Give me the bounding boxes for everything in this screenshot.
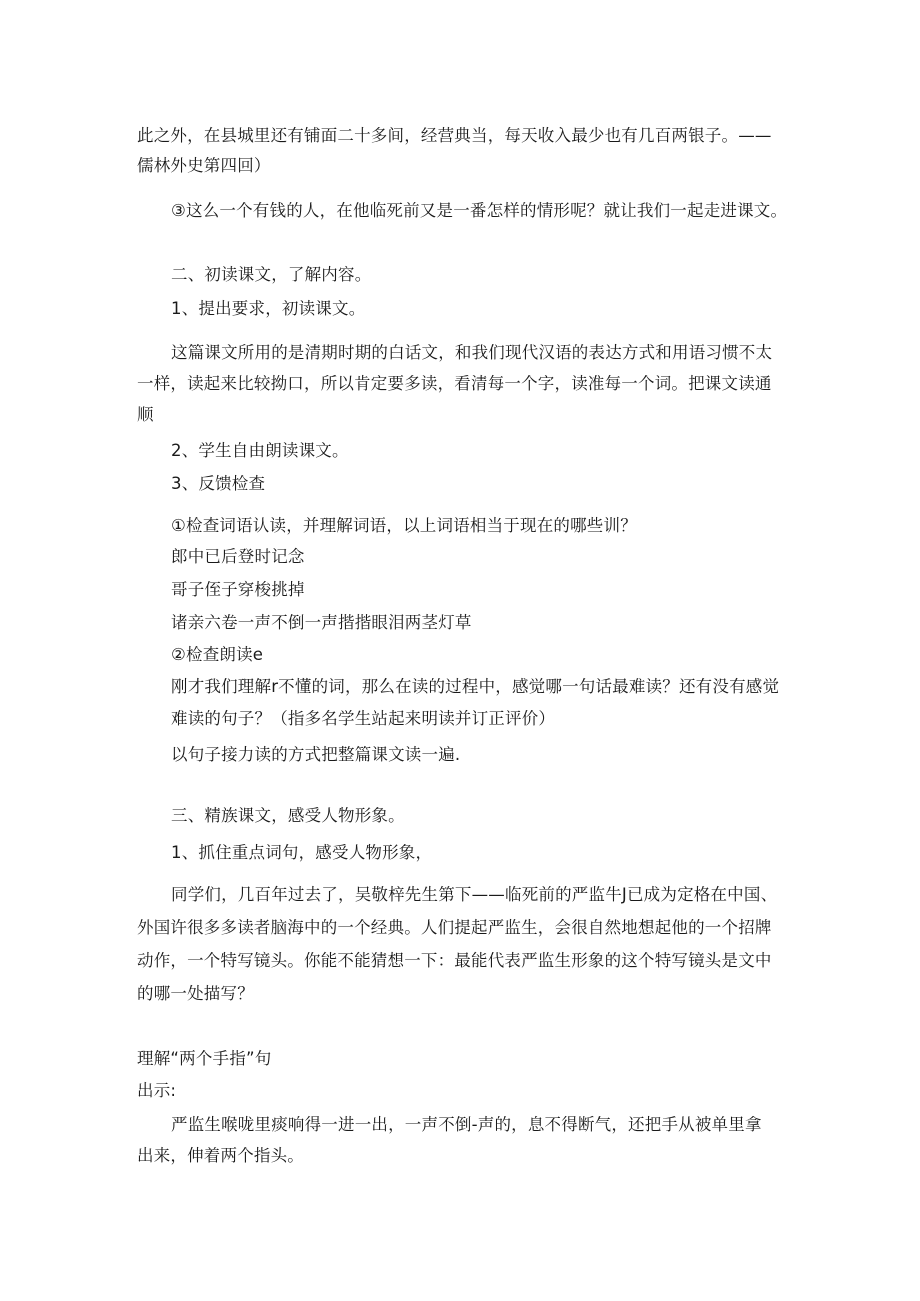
step-heading-2: 2、学生自由朗读课文。 xyxy=(171,441,349,460)
text-line-27: 严监生喉咙里痰响得一进一出，一声不倒-声的，息不得断气，还把手从被单里拿 xyxy=(171,1115,762,1134)
step-heading-3-1: 1、抓住重点词句，感受人物形象， xyxy=(171,843,433,862)
step-heading-3: 3、反馈检查 xyxy=(171,474,266,493)
text-line-11: ①检查词语认读，并理解词语，以上词语相当于现在的哪些训？ xyxy=(171,516,637,535)
section-heading-3: 三、精族课文，感受人物形象。 xyxy=(171,806,405,825)
section-heading-2: 二、初读课文，了解内容。 xyxy=(171,265,372,284)
vocab-line-2: 哥子侄子穿梭挑掉 xyxy=(171,580,305,599)
text-line-21: 同学们，几百年过去了，吴敬梓先生第下——临死前的严监牛J已成为定格在中国、 xyxy=(171,885,778,904)
vocab-line-1: 郎中已后登时记念 xyxy=(171,547,305,566)
text-line-25: 理解“两个手指”句 xyxy=(137,1049,272,1068)
text-line-6: 这篇课文所用的是清期时期的白话文，和我们现代汉语的表达方式和用语习惯不太 xyxy=(171,343,773,362)
text-line-7: 一样，读起来比较拗口，所以肯定要多读，看清每一个字，读准每一个词。把课文读通 xyxy=(137,374,772,393)
text-line-17: 难读的句子？（指多名学生站起来明读并订正评价） xyxy=(171,709,556,728)
text-line-28: 出来，伸着两个指头。 xyxy=(137,1146,304,1165)
text-line-24: 的哪一处描写？ xyxy=(137,984,254,1003)
text-line-8: 顺 xyxy=(137,405,154,424)
text-line-16: 刚才我们理解r不懂的词，那么在读的过程中，感觉哪一句话最难读？还有没有感觉 xyxy=(171,677,780,696)
text-line-15: ②检查朗读e xyxy=(171,645,264,664)
text-line-18: 以句子接力读的方式把整篇课文读一遍. xyxy=(171,745,461,764)
text-line-1: 此之外，在县城里还有铺面二十多间，经营典当，每天收入最少也有几百两银子。—— xyxy=(137,126,772,145)
text-line-2: 儒林外史第四回） xyxy=(137,156,271,175)
vocab-line-3: 诸亲六卷一声不倒一声揩揩眼泪两茎灯草 xyxy=(171,613,472,632)
text-line-3: ③这么一个有钱的人，在他临死前又是一番怎样的情形呢？就让我们一起走进课文。 xyxy=(171,201,788,220)
text-line-22: 外国许很多多读者脑海中的一个经典。人们提起严监生，会很自然地想起他的一个招牌 xyxy=(137,918,772,937)
step-heading-1: 1、提出要求，初读课文。 xyxy=(171,299,366,318)
text-line-23: 动作，一个特写镜头。你能不能猜想一下：最能代表严监生形象的这个特写镜头是文中 xyxy=(137,951,772,970)
text-line-26: 出示: xyxy=(137,1081,177,1100)
